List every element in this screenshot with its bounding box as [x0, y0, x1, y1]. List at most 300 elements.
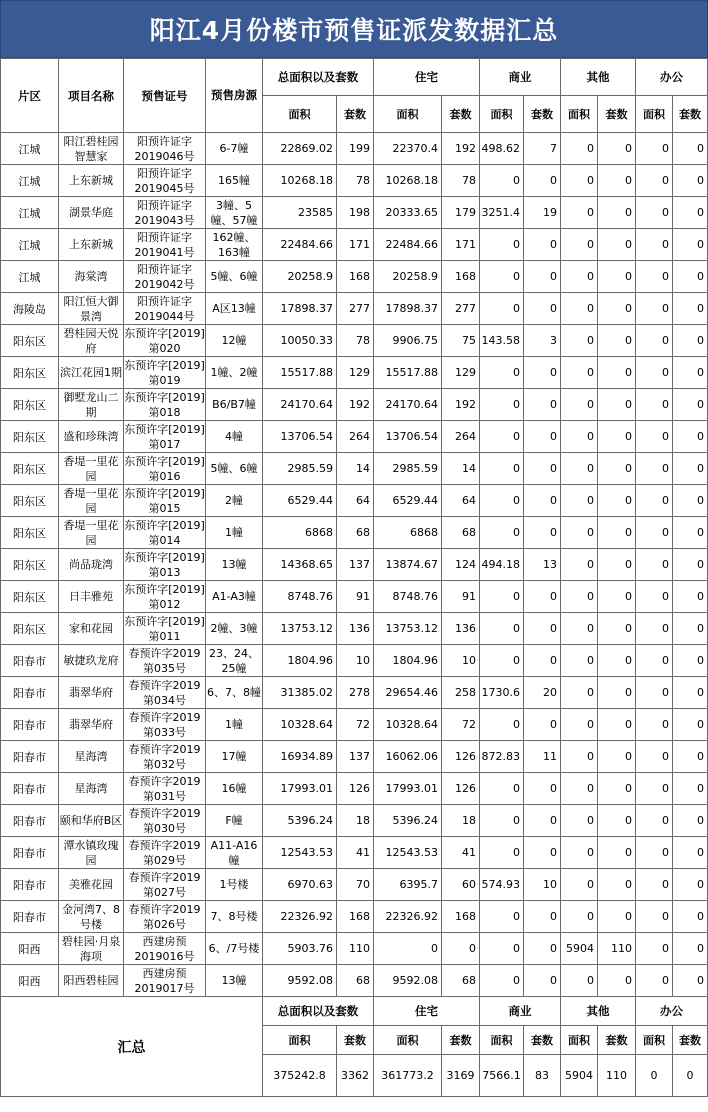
row-source: 5幢、6幢	[206, 261, 263, 293]
row-res-units: 91	[442, 581, 480, 613]
summary-header-other: 其他	[561, 997, 636, 1026]
row-total-area: 17993.01	[263, 773, 337, 805]
row-res-area: 20258.9	[374, 261, 442, 293]
row-off-area: 0	[636, 901, 673, 933]
row-oth-units: 0	[598, 453, 636, 485]
row-total-units: 171	[337, 229, 374, 261]
row-total-units: 137	[337, 741, 374, 773]
table-row	[1, 325, 708, 357]
row-project: 香堤一里花园	[59, 485, 124, 517]
table-row	[1, 485, 708, 517]
row-com-area: 0	[480, 261, 524, 293]
row-region: 阳西	[1, 965, 59, 997]
row-total-area: 5396.24	[263, 805, 337, 837]
summary-total-units: 3362	[337, 1055, 374, 1097]
row-com-units: 0	[524, 389, 561, 421]
row-source: A11-A16幢	[206, 837, 263, 869]
row-oth-units: 0	[598, 421, 636, 453]
row-off-area: 0	[636, 709, 673, 741]
row-off-units: 0	[673, 197, 708, 229]
row-oth-area: 0	[561, 165, 598, 197]
row-project: 美雅花园	[59, 869, 124, 901]
row-oth-area: 0	[561, 325, 598, 357]
row-com-area: 0	[480, 613, 524, 645]
row-oth-area: 0	[561, 837, 598, 869]
row-res-area: 13706.54	[374, 421, 442, 453]
row-oth-units: 0	[598, 197, 636, 229]
row-res-area: 16062.06	[374, 741, 442, 773]
row-project: 上东新城	[59, 165, 124, 197]
row-project: 阳江碧桂园智慧家	[59, 133, 124, 165]
row-com-area: 0	[480, 421, 524, 453]
row-permit: 阳预许证字2019041号	[124, 229, 206, 261]
row-res-area: 6868	[374, 517, 442, 549]
row-res-area: 12543.53	[374, 837, 442, 869]
row-total-area: 14368.65	[263, 549, 337, 581]
summary-off-area: 0	[636, 1055, 673, 1097]
summary-header-area: 面积	[480, 1026, 524, 1055]
header-residential: 住宅	[374, 59, 480, 96]
row-total-area: 24170.64	[263, 389, 337, 421]
row-res-units: 277	[442, 293, 480, 325]
header-area: 面积	[263, 96, 337, 133]
row-total-area: 6529.44	[263, 485, 337, 517]
row-permit: 春预许字2019第026号	[124, 901, 206, 933]
row-total-area: 22484.66	[263, 229, 337, 261]
row-oth-units: 0	[598, 389, 636, 421]
row-region: 阳春市	[1, 677, 59, 709]
row-total-area: 16934.89	[263, 741, 337, 773]
row-region: 阳东区	[1, 389, 59, 421]
row-project: 海棠湾	[59, 261, 124, 293]
header-region: 片区	[1, 59, 59, 133]
row-res-units: 168	[442, 261, 480, 293]
row-project: 香堤一里花园	[59, 517, 124, 549]
summary-header-units: 套数	[524, 1026, 561, 1055]
row-total-units: 192	[337, 389, 374, 421]
row-com-area: 0	[480, 901, 524, 933]
row-off-area: 0	[636, 517, 673, 549]
header-units: 套数	[673, 96, 708, 133]
row-res-units: 75	[442, 325, 480, 357]
row-oth-units: 0	[598, 677, 636, 709]
row-source: A1-A3幢	[206, 581, 263, 613]
row-com-units: 0	[524, 261, 561, 293]
row-region: 江城	[1, 197, 59, 229]
row-off-units: 0	[673, 229, 708, 261]
row-com-area: 0	[480, 933, 524, 965]
row-total-units: 72	[337, 709, 374, 741]
row-res-area: 2985.59	[374, 453, 442, 485]
row-region: 阳春市	[1, 645, 59, 677]
row-off-area: 0	[636, 869, 673, 901]
row-source: F幢	[206, 805, 263, 837]
row-oth-units: 0	[598, 741, 636, 773]
row-total-units: 126	[337, 773, 374, 805]
row-off-area: 0	[636, 325, 673, 357]
row-total-area: 8748.76	[263, 581, 337, 613]
row-com-area: 0	[480, 229, 524, 261]
row-region: 阳东区	[1, 613, 59, 645]
row-total-area: 20258.9	[263, 261, 337, 293]
row-oth-area: 0	[561, 197, 598, 229]
summary-header-commercial: 商业	[480, 997, 561, 1026]
row-off-area: 0	[636, 645, 673, 677]
row-off-area: 0	[636, 549, 673, 581]
row-total-units: 41	[337, 837, 374, 869]
row-off-area: 0	[636, 581, 673, 613]
row-res-area: 0	[374, 933, 442, 965]
row-total-area: 10328.64	[263, 709, 337, 741]
row-oth-units: 0	[598, 133, 636, 165]
table-row	[1, 709, 708, 741]
row-res-area: 8748.76	[374, 581, 442, 613]
table-row	[1, 165, 708, 197]
row-res-area: 22484.66	[374, 229, 442, 261]
row-com-units: 0	[524, 485, 561, 517]
row-res-units: 171	[442, 229, 480, 261]
row-oth-units: 0	[598, 613, 636, 645]
row-oth-area: 0	[561, 869, 598, 901]
row-oth-area: 0	[561, 389, 598, 421]
row-oth-units: 0	[598, 581, 636, 613]
row-com-units: 0	[524, 901, 561, 933]
row-res-area: 20333.65	[374, 197, 442, 229]
row-off-area: 0	[636, 613, 673, 645]
summary-header-area: 面积	[561, 1026, 598, 1055]
row-project: 阳江恒大御景湾	[59, 293, 124, 325]
table-row	[1, 453, 708, 485]
summary-off-units: 0	[673, 1055, 708, 1097]
table-row	[1, 261, 708, 293]
row-total-area: 22326.92	[263, 901, 337, 933]
row-region: 江城	[1, 133, 59, 165]
row-off-units: 0	[673, 357, 708, 389]
summary-header-units: 套数	[442, 1026, 480, 1055]
row-total-units: 137	[337, 549, 374, 581]
summary-header-area: 面积	[374, 1026, 442, 1055]
row-res-area: 22326.92	[374, 901, 442, 933]
row-off-area: 0	[636, 357, 673, 389]
row-permit: 东预许字[2019]第014	[124, 518, 205, 547]
row-res-area: 10328.64	[374, 709, 442, 741]
row-source: 162幢、163幢	[206, 229, 263, 261]
row-project: 星海湾	[59, 741, 124, 773]
row-oth-units: 0	[598, 517, 636, 549]
row-off-units: 0	[673, 421, 708, 453]
row-res-area: 17898.37	[374, 293, 442, 325]
row-com-units: 19	[524, 197, 561, 229]
table-row	[1, 389, 708, 421]
row-com-area: 0	[480, 773, 524, 805]
row-oth-units: 0	[598, 837, 636, 869]
row-total-units: 91	[337, 581, 374, 613]
row-com-area: 574.93	[480, 869, 524, 901]
row-oth-units: 0	[598, 965, 636, 997]
row-source: 6、/7号楼	[206, 933, 263, 965]
row-com-area: 498.62	[480, 133, 524, 165]
row-off-area: 0	[636, 773, 673, 805]
row-oth-area: 0	[561, 709, 598, 741]
row-region: 阳东区	[1, 517, 59, 549]
table-row	[1, 421, 708, 453]
row-off-area: 0	[636, 133, 673, 165]
row-com-area: 0	[480, 517, 524, 549]
row-off-area: 0	[636, 741, 673, 773]
header-project: 项目名称	[59, 59, 124, 133]
row-off-area: 0	[636, 421, 673, 453]
row-oth-area: 0	[561, 773, 598, 805]
row-region: 阳西	[1, 933, 59, 965]
row-res-units: 124	[442, 549, 480, 581]
row-total-units: 14	[337, 453, 374, 485]
row-com-area: 0	[480, 165, 524, 197]
table-row	[1, 645, 708, 677]
row-permit: 东预许字[2019]第016	[124, 454, 205, 483]
header-area: 面积	[561, 96, 598, 133]
row-off-units: 0	[673, 869, 708, 901]
row-region: 江城	[1, 229, 59, 261]
row-source: 3幢、5幢、57幢	[206, 197, 263, 229]
row-res-units: 0	[442, 933, 480, 965]
row-off-units: 0	[673, 261, 708, 293]
row-source: 165幢	[206, 165, 263, 197]
row-off-units: 0	[673, 837, 708, 869]
row-com-units: 13	[524, 549, 561, 581]
row-off-units: 0	[673, 965, 708, 997]
row-off-area: 0	[636, 389, 673, 421]
table-row	[1, 229, 708, 261]
row-total-area: 12543.53	[263, 837, 337, 869]
row-total-units: 278	[337, 677, 374, 709]
row-com-units: 0	[524, 453, 561, 485]
row-oth-area: 0	[561, 261, 598, 293]
row-project: 滨江花园1期	[59, 357, 124, 389]
row-oth-area: 0	[561, 613, 598, 645]
row-permit: 阳预许证字2019045号	[124, 165, 206, 197]
row-com-area: 0	[480, 805, 524, 837]
row-permit: 春预许字2019第032号	[124, 741, 206, 773]
row-source: 1幢	[206, 517, 263, 549]
row-total-units: 10	[337, 645, 374, 677]
row-com-units: 7	[524, 133, 561, 165]
row-region: 阳东区	[1, 549, 59, 581]
row-com-units: 0	[524, 517, 561, 549]
row-total-area: 31385.02	[263, 677, 337, 709]
row-oth-units: 0	[598, 485, 636, 517]
row-permit: 西建房预2019017号	[124, 965, 206, 997]
row-com-area: 0	[480, 965, 524, 997]
row-com-units: 0	[524, 581, 561, 613]
row-project: 颐和华府B区	[59, 805, 124, 837]
row-total-area: 6868	[263, 517, 337, 549]
header-units: 套数	[337, 96, 374, 133]
row-com-area: 0	[480, 581, 524, 613]
table-row	[1, 933, 708, 965]
table-row	[1, 133, 708, 165]
summary-res-area: 361773.2	[374, 1055, 442, 1097]
row-permit: 东预许字[2019]第012	[124, 582, 205, 611]
row-source: 17幢	[206, 741, 263, 773]
row-project: 阳西碧桂园	[59, 965, 124, 997]
row-permit: 东预许字[2019]第017	[124, 422, 205, 451]
row-region: 阳春市	[1, 709, 59, 741]
row-com-units: 0	[524, 709, 561, 741]
row-com-units: 0	[524, 645, 561, 677]
row-total-units: 264	[337, 421, 374, 453]
row-com-units: 11	[524, 741, 561, 773]
row-off-area: 0	[636, 933, 673, 965]
row-permit: 春预许字2019第033号	[124, 709, 206, 741]
table-row	[1, 517, 708, 549]
table-row	[1, 741, 708, 773]
row-off-area: 0	[636, 197, 673, 229]
summary-com-units: 83	[524, 1055, 561, 1097]
row-total-area: 6970.63	[263, 869, 337, 901]
row-oth-area: 0	[561, 965, 598, 997]
row-permit: 东预许字[2019]第011	[124, 614, 205, 643]
row-res-units: 129	[442, 357, 480, 389]
row-oth-units: 110	[598, 933, 636, 965]
row-com-area: 0	[480, 389, 524, 421]
table-row	[1, 293, 708, 325]
header-source: 预售房源	[206, 59, 263, 133]
header-units: 套数	[524, 96, 561, 133]
row-com-units: 0	[524, 805, 561, 837]
row-res-units: 136	[442, 613, 480, 645]
row-com-units: 0	[524, 613, 561, 645]
table-row	[1, 197, 708, 229]
row-res-area: 22370.4	[374, 133, 442, 165]
row-res-area: 24170.64	[374, 389, 442, 421]
row-res-area: 15517.88	[374, 357, 442, 389]
row-com-units: 0	[524, 165, 561, 197]
row-source: 1幢	[206, 709, 263, 741]
row-res-area: 6395.7	[374, 869, 442, 901]
page-title: 阳江4月份楼市预售证派发数据汇总	[0, 0, 708, 58]
row-res-units: 126	[442, 741, 480, 773]
row-total-units: 168	[337, 261, 374, 293]
row-total-area: 10268.18	[263, 165, 337, 197]
row-com-area: 494.18	[480, 549, 524, 581]
row-total-units: 18	[337, 805, 374, 837]
row-total-units: 78	[337, 165, 374, 197]
row-com-units: 0	[524, 421, 561, 453]
row-project: 翡翠华府	[59, 709, 124, 741]
header-area: 面积	[636, 96, 673, 133]
row-permit: 春预许字2019第030号	[124, 805, 206, 837]
row-off-area: 0	[636, 965, 673, 997]
row-source: 6-7幢	[206, 133, 263, 165]
row-off-units: 0	[673, 133, 708, 165]
row-com-area: 3251.4	[480, 197, 524, 229]
row-source: 1幢、2幢	[206, 357, 263, 389]
row-off-area: 0	[636, 261, 673, 293]
row-total-area: 9592.08	[263, 965, 337, 997]
row-source: 6、7、8幢	[206, 677, 263, 709]
row-total-area: 22869.02	[263, 133, 337, 165]
table-row	[1, 677, 708, 709]
row-region: 阳春市	[1, 741, 59, 773]
row-com-area: 0	[480, 645, 524, 677]
row-oth-units: 0	[598, 773, 636, 805]
row-res-units: 264	[442, 421, 480, 453]
row-oth-area: 0	[561, 805, 598, 837]
header-area: 面积	[480, 96, 524, 133]
row-res-units: 68	[442, 517, 480, 549]
row-oth-area: 0	[561, 901, 598, 933]
row-source: 1号楼	[206, 869, 263, 901]
row-total-area: 13753.12	[263, 613, 337, 645]
header-other: 其他	[561, 59, 636, 96]
row-off-units: 0	[673, 741, 708, 773]
row-source: 2幢、3幢	[206, 613, 263, 645]
row-off-units: 0	[673, 645, 708, 677]
row-total-units: 68	[337, 965, 374, 997]
row-source: A区13幢	[206, 293, 263, 325]
row-oth-area: 5904	[561, 933, 598, 965]
row-oth-units: 0	[598, 805, 636, 837]
row-com-units: 0	[524, 293, 561, 325]
row-project: 家和花园	[59, 613, 124, 645]
row-source: 16幢	[206, 773, 263, 805]
row-res-units: 126	[442, 773, 480, 805]
row-total-units: 64	[337, 485, 374, 517]
row-oth-units: 0	[598, 229, 636, 261]
row-res-area: 13874.67	[374, 549, 442, 581]
row-region: 江城	[1, 261, 59, 293]
row-source: 12幢	[206, 325, 263, 357]
row-source: 23、24、25幢	[206, 645, 263, 677]
summary-header-total: 总面积以及套数	[263, 997, 374, 1026]
row-total-area: 1804.96	[263, 645, 337, 677]
row-off-units: 0	[673, 677, 708, 709]
row-permit: 阳预许证字2019043号	[124, 197, 206, 229]
table-row	[1, 357, 708, 389]
row-com-units: 20	[524, 677, 561, 709]
row-com-units: 0	[524, 837, 561, 869]
row-source: B6/B7幢	[206, 389, 263, 421]
row-oth-area: 0	[561, 453, 598, 485]
row-region: 阳春市	[1, 773, 59, 805]
row-res-area: 6529.44	[374, 485, 442, 517]
header-units: 套数	[598, 96, 636, 133]
summary-oth-area: 5904	[561, 1055, 598, 1097]
row-permit: 东预许字[2019]第013	[124, 550, 205, 579]
row-oth-area: 0	[561, 517, 598, 549]
row-res-units: 258	[442, 677, 480, 709]
header-permit: 预售证号	[124, 59, 206, 133]
row-total-area: 5903.76	[263, 933, 337, 965]
row-off-units: 0	[673, 549, 708, 581]
row-oth-area: 0	[561, 421, 598, 453]
row-region: 阳东区	[1, 325, 59, 357]
row-com-units: 0	[524, 965, 561, 997]
row-permit: 东预许字[2019]第015	[124, 486, 205, 515]
row-res-units: 192	[442, 389, 480, 421]
row-total-area: 15517.88	[263, 357, 337, 389]
row-oth-area: 0	[561, 549, 598, 581]
row-off-units: 0	[673, 613, 708, 645]
row-project: 御墅龙山二期	[59, 389, 124, 421]
row-region: 阳东区	[1, 453, 59, 485]
row-total-area: 2985.59	[263, 453, 337, 485]
row-res-units: 168	[442, 901, 480, 933]
row-off-area: 0	[636, 453, 673, 485]
row-off-units: 0	[673, 581, 708, 613]
summary-header-office: 办公	[636, 997, 708, 1026]
row-region: 江城	[1, 165, 59, 197]
